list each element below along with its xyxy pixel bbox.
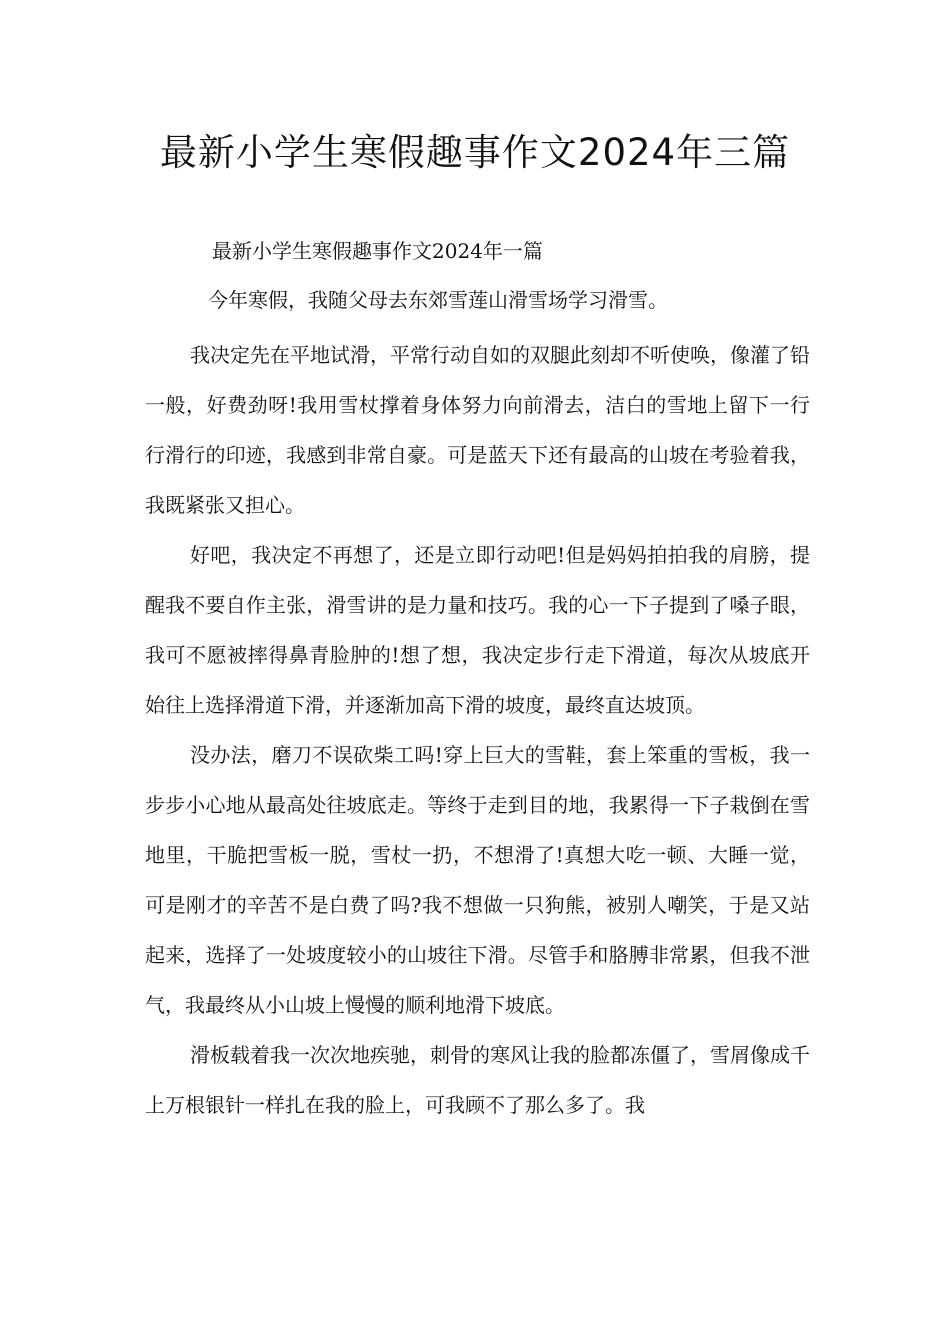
intro-paragraph: 今年寒假，我随父母去东郊雪莲山滑雪场学习滑雪。	[208, 288, 668, 312]
document-title: 最新小学生寒假趣事作文2024年三篇	[159, 131, 791, 174]
body-paragraph-4: 滑板载着我一次次地疾驰，刺骨的寒风让我的脸都冻僵了，雪屑像成千上万根银针一样扎在我的脸上，可我顾不了那么多了。我	[145, 1043, 810, 1117]
body-paragraph-1: 我决定先在平地试滑，平常行动自如的双腿此刻却不听使唤，像灌了铅一般，好费劲呀!我用雪杖撑着身体努力向前滑去，洁白的雪地上留下一行行滑行的印迹，我感到非常自豪。可是蓝天下还有最高的山坡在考验着我，我既紧张又担心。	[145, 343, 810, 517]
document-body	[145, 330, 810, 1130]
section-subtitle: 最新小学生寒假趣事作文2024年一篇	[212, 239, 543, 263]
body-paragraph-3: 没办法，磨刀不误砍柴工吗!穿上巨大的雪鞋，套上笨重的雪板，我一步步小心地从最高处往坡底走。等终于走到目的地，我累得一下子栽倒在雪地里，干脆把雪板一脱，雪杖一扔，不想滑了!真想大吃一顿、大睡一觉，可是刚才的辛苦不是白费了吗?我不想做一只狗熊，被别人嘲笑，于是又站起来，选择了一处坡度较小的山坡往下滑。尽管手和胳膊非常累，但我不泄气，我最终从小山坡上慢慢的顺利地滑下坡底。	[145, 743, 810, 1017]
body-paragraph-2: 好吧，我决定不再想了，还是立即行动吧!但是妈妈拍拍我的肩膀，提醒我不要自作主张，滑雪讲的是力量和技巧。我的心一下子提到了嗓子眼，我可不愿被摔得鼻青脸肿的!想了想，我决定步行走下滑道，每次从坡底开始往上选择滑道下滑，并逐渐加高下滑的坡度，最终直达坡顶。	[145, 543, 810, 717]
